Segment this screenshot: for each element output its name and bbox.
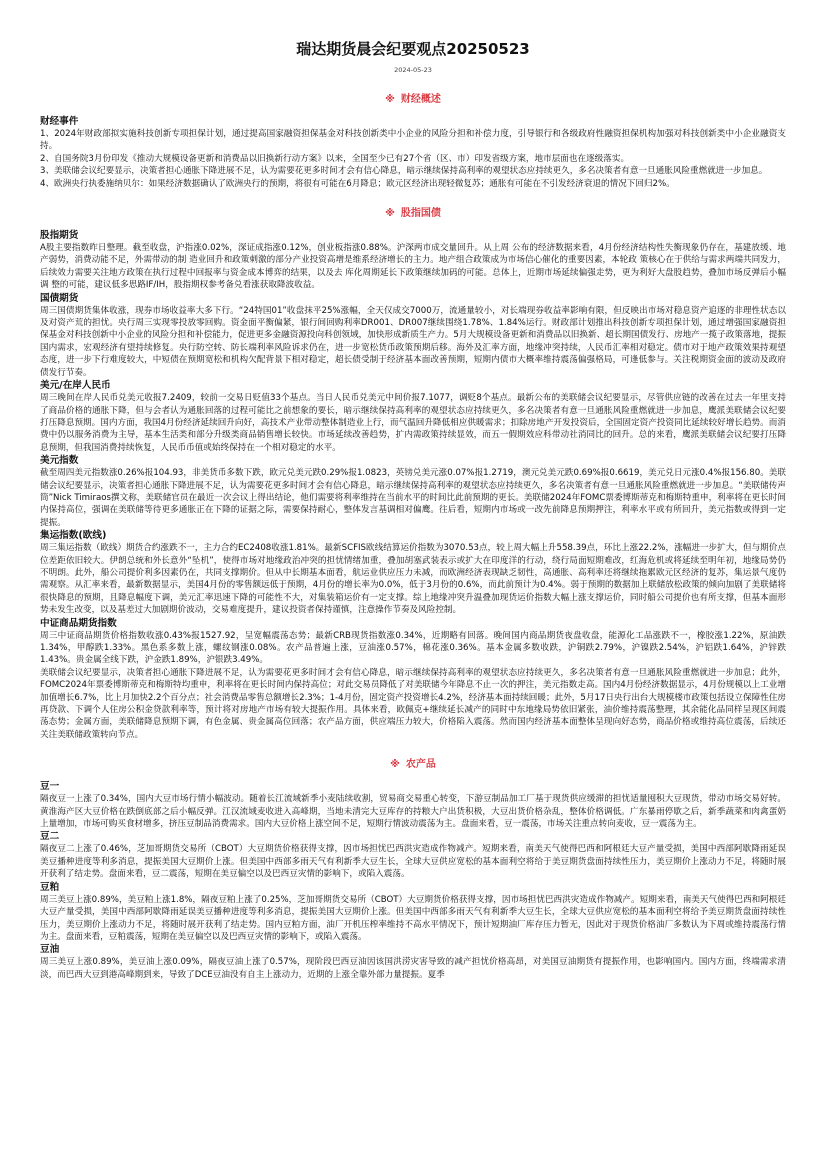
topic-paragraph: 隔夜豆一上涨了0.34%，国内大豆市场行情小幅波动。随着长江流域新季小麦陆续收割，贸易商交易重心转变，下游豆制品加工厂基于现货供应缓滞的担忧适量囤积大豆现货，带动市场交易好转。黄淮海产区大豆价格在跌倒底部之后小幅反弹。江汉流域麦收进入高峰期，当地未清完大豆库存的持粮大户出货积极，大豆出货价格杂乱，整体价格调低。广东暴雨停歇之后，新季蔬菜和肉禽蛋奶上量增加，市场可购买食材增多，挤压豆制品消费需求。国内大豆价格上涨空间不足，短期行情波动震荡为主。盘面来看，豆一震荡，市场关注重点转向麦收，豆一震荡为主。 (40, 794, 786, 830)
topic-block (40, 454, 786, 529)
topic-title: 豆粕 (40, 881, 60, 893)
reference-mark-icon: ※ (385, 208, 395, 220)
topic-title: 美元指数 (40, 455, 79, 467)
topic-title: 豆油 (40, 944, 60, 956)
reference-mark-icon: ※ (390, 759, 400, 771)
topic-block (40, 830, 786, 880)
topic-block (40, 943, 786, 981)
topic-paragraph: 周三美豆上涨0.89%，美豆油上涨0.09%，隔夜豆油上涨了0.57%，现阶段巴西豆油因该国洪涝灾害导致的减产担忧价格高昂，对美国豆油期货有提振作用，也影响国内。国内方面，终端需求清淡，而巴西大豆到港高峰期到来，导致了DCE豆油没有自主上涨动力，近期的上涨全靠外部力量提振。夏季 (40, 957, 786, 980)
topic-block (40, 617, 786, 742)
topic-paragraph: 隔夜豆二上涨了0.46%，芝加哥期货交易所（CBOT）大豆期货价格获得支撑，因市场担忧巴西洪灾造成作物减产。短期来看，南美天气使得巴西和阿根廷大豆产量受损，美国中西部阿歇降雨延误美豆播种进度等利多消息，提振美国大豆期价上涨。但美国中西部多雨天气有利新季大豆生长，全球大豆供应宽松的基本面利空将给于美豆期货盘面持续性压力，美豆期价上涨动力不足，将随时展开获利了结走势。盘面来看，豆二震荡，短期在美豆偏空以及巴西豆灾情的影响下，或陷入震荡。 (40, 844, 786, 880)
reference-mark-icon: ※ (385, 94, 395, 105)
topic-paragraph: A股主要指数昨日整理。截至收盘，沪指涨0.02%，深证成指涨0.12%，创业板指涨0.88%。沪深两市成交量回升。从上周 公布的经济数据来看，4月份经济结构性失衡现象仍存在，基建放缓、地产弱势，消费动能不足，外需带动的制 造业回升和政策刺激的部分产业投资高增是维系经济增长的主力。地产组合政策成为市场信心催化的重要因素，本轮政 策核心在于供给与需求两端共同发力，后续效力需要关注地方政策在执行过程中回报率与资金成本博弈的结果，以及去 库化周期延长下政策继续加码的可能。总体上，近期市场延续偏强走势，更为利好大盘股趋势，叠加市场反弹后小幅调 整的可能，建议低多思路IF/IH，股指期权参考备兑看涨获取降波收益。 (40, 243, 786, 291)
topic-block (40, 881, 786, 944)
topic-title: 美元/在岸人民币 (40, 380, 111, 392)
section-heading (40, 94, 786, 106)
topic-paragraph: 周三中证商品期货价格指数收涨0.43%报1527.92，呈宽幅震荡态势；最新CRB现货指数涨0.34%，近期略有回落。晚间国内商品期货夜盘收盘，能源化工品涨跌不一，橡胶涨1.22%，原油跌1.34%，甲醇跌1.33%。黑色系多数上涨，螺纹钢涨0.08%。农产品普遍上涨，豆油涨0.57%，棉花涨0.36%。基本金属多数收跌，沪铜跌2.79%，沪镍跌2.54%，沪铝跌1.64%，沪锌跌1.43%。贵金属全线下跌，沪金跌1.89%，沪银跌3.49%。 (40, 630, 786, 666)
topic-block (40, 292, 786, 379)
section-heading (40, 759, 786, 771)
topic-title: 股指期货 (40, 230, 79, 242)
topic-paragraph: 2、自国务院3月份印发《推动大规模设备更新和消费品以旧换新行动方案》以来，全国至少已有27个省（区、市）印发省级方案，地市层面也在逐级落实。 (40, 153, 630, 164)
topic-paragraph: 美联储会议纪要显示，决策者担心通胀下降进展不足，认为需要花更多时间才会有信心降息，暗示继续保持高利率的观望状态应持续更久，多名决策者有意一旦通胀风险重燃就进一步加息；此外，FOMC2024年票委博斯蒂克和梅斯特均重申，利率将在更长时间内保持高位；对此交易员降低了对美联储今年降息不止一次的押注，美元指数走高。国内4月份经济数据显示，4月份规模以上工业增加值增长6.7%，比上月加快2.2个百分点；社会消费品零售总额增长2.3%；1-4月份，固定资产投资增长4.2%，经济基本面持续回暖；此外，5月17日央行出台大规模楼市政策包括设立保障性住房再贷款、下调个人住房公积金贷款利率等，预计将对房地产市场有较大提振作用。具体来看，欧佩克+继续延长减产的同时中东地缘局势依旧紧张，油价维持震荡整理，其余能化品同样呈现区间震荡态势；金属方面，美联储降息预期下调，有色金属、贵金属高位回落；农产品方面，供应端压力较大，价格陷入震荡。然而国内经济基本面整体呈现向好态势，商品价格或维持高位震荡，后续还关注美联储政策转向节点。 (40, 667, 786, 740)
topic-paragraph: 周三晚间在岸人民币兑美元收报7.2409，较前一交易日贬值33个基点。当日人民币兑美元中间价报7.1077，调贬8个基点。最新公布的美联储会议纪要显示，尽管供应链的改善在过去一年里支持了商品价格的通胀下降，但与会者认为通胀回落的过程可能比之前想象的要长，暗示继续保持高利率的观望状态应持续更久，多名决策者有意一旦通胀风险重燃就进一步加息，鹰派美联储会议纪要打压降息预期。国内方面，我国4月份经济延续回升向好，高技术产业带动整体制造业上行，而气温回升降低相应供暖需求；扣除房地产开发投资后，全国固定资产投资同比延续较好增长趋势。而消费中仍以服务消费为主导，基本生活类和部分升级类商品销售增长较快。市场延续改善趋势，扩内需政策持续显效，而五一假期效应科带动社消同比的回升。总的来看，鹰派美联储会议纪要打压降息预期，但我国消费持续恢复，人民币币值或始终保持在一个相对稳定的水平。 (40, 393, 786, 453)
report-content (40, 94, 786, 981)
topic-block (40, 115, 786, 190)
topic-paragraph: 周三集运指数（欧线）期货合约涨跌不一，主力合约EC2408收涨1.81%。最新SCFIS欧线结算运价指数为3070.53点，较上周大幅上升558.39点，环比上涨22.2%，涨幅进一步扩大，但与期价点位差距依旧较大。伊朗总统和外长意外“坠机”，使得市场对地缘政治冲突的担忧情绪加重，叠加胡塞武装表示或扩大在印度洋的行动，绕行局面短期难改，红海危机或将延续至明年初，地缘局势仍不明朗。此外，船公司提价利多因素仍在，共同支撑期价。但从中长期基本面看，航运业供应压力未减，而欧洲经济表现缺乏韧性，高通胀、高利率还将继续拖累欧元区经济的复苏，集运景气度仍需观察。从汇率来看，最新数据显示，美国4月份的零售额远低于预期，4月份的增长率为0.0%，低于3月份的0.6%，而此前预计为0.4%。弱于预期的数据加上联储放松政策的倾向加剧了美联储将很快降息的预期，且降息幅度下调，美元汇率迅速下降的可能性不大，对集装箱运价有一定支撑。综上地缘冲突升温叠加现货运价指数大幅上涨支撑运价，同时船公司提价也有所支撑，但基本面形势未发生改变，以及基差过大加剧期价波动，交易难度提升，建议投资者保持谨慎，注意操作节奏及风险控制。 (40, 543, 786, 616)
topic-block (40, 229, 786, 292)
topic-paragraph: 3、美联储会议纪要显示，决策者担心通胀下降进展不足，认为需要花更多时间才会有信心降息，暗示继续保持高利率的观望状态应持续更久，多名决策者有意一旦通胀风险重燃就进一步加息。 (40, 166, 768, 177)
topic-paragraph: 周三美豆上涨0.89%，美豆粕上涨1.8%，隔夜豆粕上涨了0.25%，芝加哥期货交易所（CBOT）大豆期货价格获得支撑，因市场担忧巴西洪灾造成作物减产。短期来看，南美天气使得巴西和阿根廷大豆产量受损，美国中西部阿歇降雨延误美豆播种进度等利多消息，提振美国大豆期价上涨。但美国中西部多雨天气有利新季大豆生长，全球大豆供应宽松的基本面利空将给予美豆期货盘面持续性压力，美豆期价上涨动力不足，将随时展开获利了结走势。国内豆粕方面，油厂开机压榨率维持不高水平情况下，预计短期油厂库存压力暂无，因此对于现货价格油厂多数认为下周或维持震荡行情为主。盘面来看，豆粕震荡，短期在美豆偏空以及巴西豆灾情的影响下，或陷入震荡。 (40, 894, 786, 942)
section-heading-label: 财经概述 (400, 94, 441, 105)
section-heading-label: 农产品 (405, 759, 436, 771)
topic-title: 国债期货 (40, 292, 79, 304)
topic-paragraph: 周三国债期货集体收涨，现券市场收益率大多下行。“24特国01”收盘抹平25%涨幅，全天仅成交7000万，流通量较小，对长端现券收益率影响有限，但反映出市场对稳息资产追逐的非理性状态以及对资产荒的担忧。央行周三实现零投放零回购。资金面平衡偏紧，银行间回购利率DR001、DR007继续围绕1.78%、1.84%运行。财政部计划推出科技创新专项担保计划，通过增强国家融资担保基金对科技创新中小企业的风险分担和补偿能力，促进更多金融资源投向科创领域，加快形成新质生产力。5月大规模设备更新和消费品以旧换新、超长期国债发行、房地产一揽子政策落地，提振国内需求，宏观经济有望持续修复。央行防空转、防长端利率风险诉求仍在，进一步宽松货币政策预期后移。海外及汇率方面，地缘冲突持续，人民币汇率相对稳定。债市对于地产政策效果持观望态度，进一步下行难度较大，中短债在预期宽松和机构欠配背景下相对稳定，超长债受制于经济基本面改善预期，短期内债市大概率维持震荡偏强格局，可逢低参与。关注税期资金面的波动及政府债发行节奏。 (40, 305, 786, 378)
topic-title: 豆一 (40, 781, 60, 793)
topic-block (40, 780, 786, 830)
topic-block (40, 529, 786, 616)
topic-title: 豆二 (40, 831, 60, 843)
topic-paragraph: 1、2024年财政部拟实施科技创新专项担保计划，通过提高国家融资担保基金对科技创新类中小企业的风险分担和补偿力度，引导银行和各级政府性融资担保机构加强对科技创新类中小企业融资支持。 (40, 129, 786, 152)
topic-paragraph: 4、欧洲央行执委施纳贝尔：如果经济数据确认了欧洲央行的预期，将很有可能在6月降息；欧元区经济出现轻微复苏；通胀有可能在不引发经济衰退的情况下回归2%。 (40, 178, 675, 189)
report-date: 2024-05-23 (394, 66, 432, 74)
topic-paragraph: 截至周四美元指数涨0.26%报104.93，非美货币多数下跌，欧元兑美元跌0.29%报1.0823，英镑兑美元涨0.07%报1.2719，澳元兑美元跌0.69%报0.6619，美元兑日元涨0.4%报156.80。美联储会议纪要显示，决策者担心通胀下降进展不足，认为需要花更多时间才会有信心降息，暗示继续保持高利率的观望状态应持续更久，多名决策者有意一旦通胀风险重燃就进一步加息。“美联储传声筒”Nick Timiraos撰文称，美联储官员在最近一次会议上得出结论，他们需要将利率维持在当前水平的时间比此前预期的更长。美联储2024年FOMC票委博斯蒂克和梅斯特重申，利率将在更长时间内保持高位，强调在美联储等待更多通胀正在下降的证据之际，需要保持耐心，整体发言基调相对偏鹰。往后看，短期内市场或一改先前降息预期押注，利率水平或有所回升，美元指数或得到一定提振。 (40, 468, 786, 528)
section-heading-label: 股指国债 (400, 208, 441, 220)
page-title: 瑞达期货晨会纪要观点20250523 (296, 40, 530, 58)
topic-title: 财经事件 (40, 116, 79, 127)
topic-title: 中证商品期货指数 (40, 617, 117, 629)
section-heading (40, 208, 786, 220)
topic-title: 集运指数(欧线) (40, 530, 107, 542)
topic-block (40, 379, 786, 454)
